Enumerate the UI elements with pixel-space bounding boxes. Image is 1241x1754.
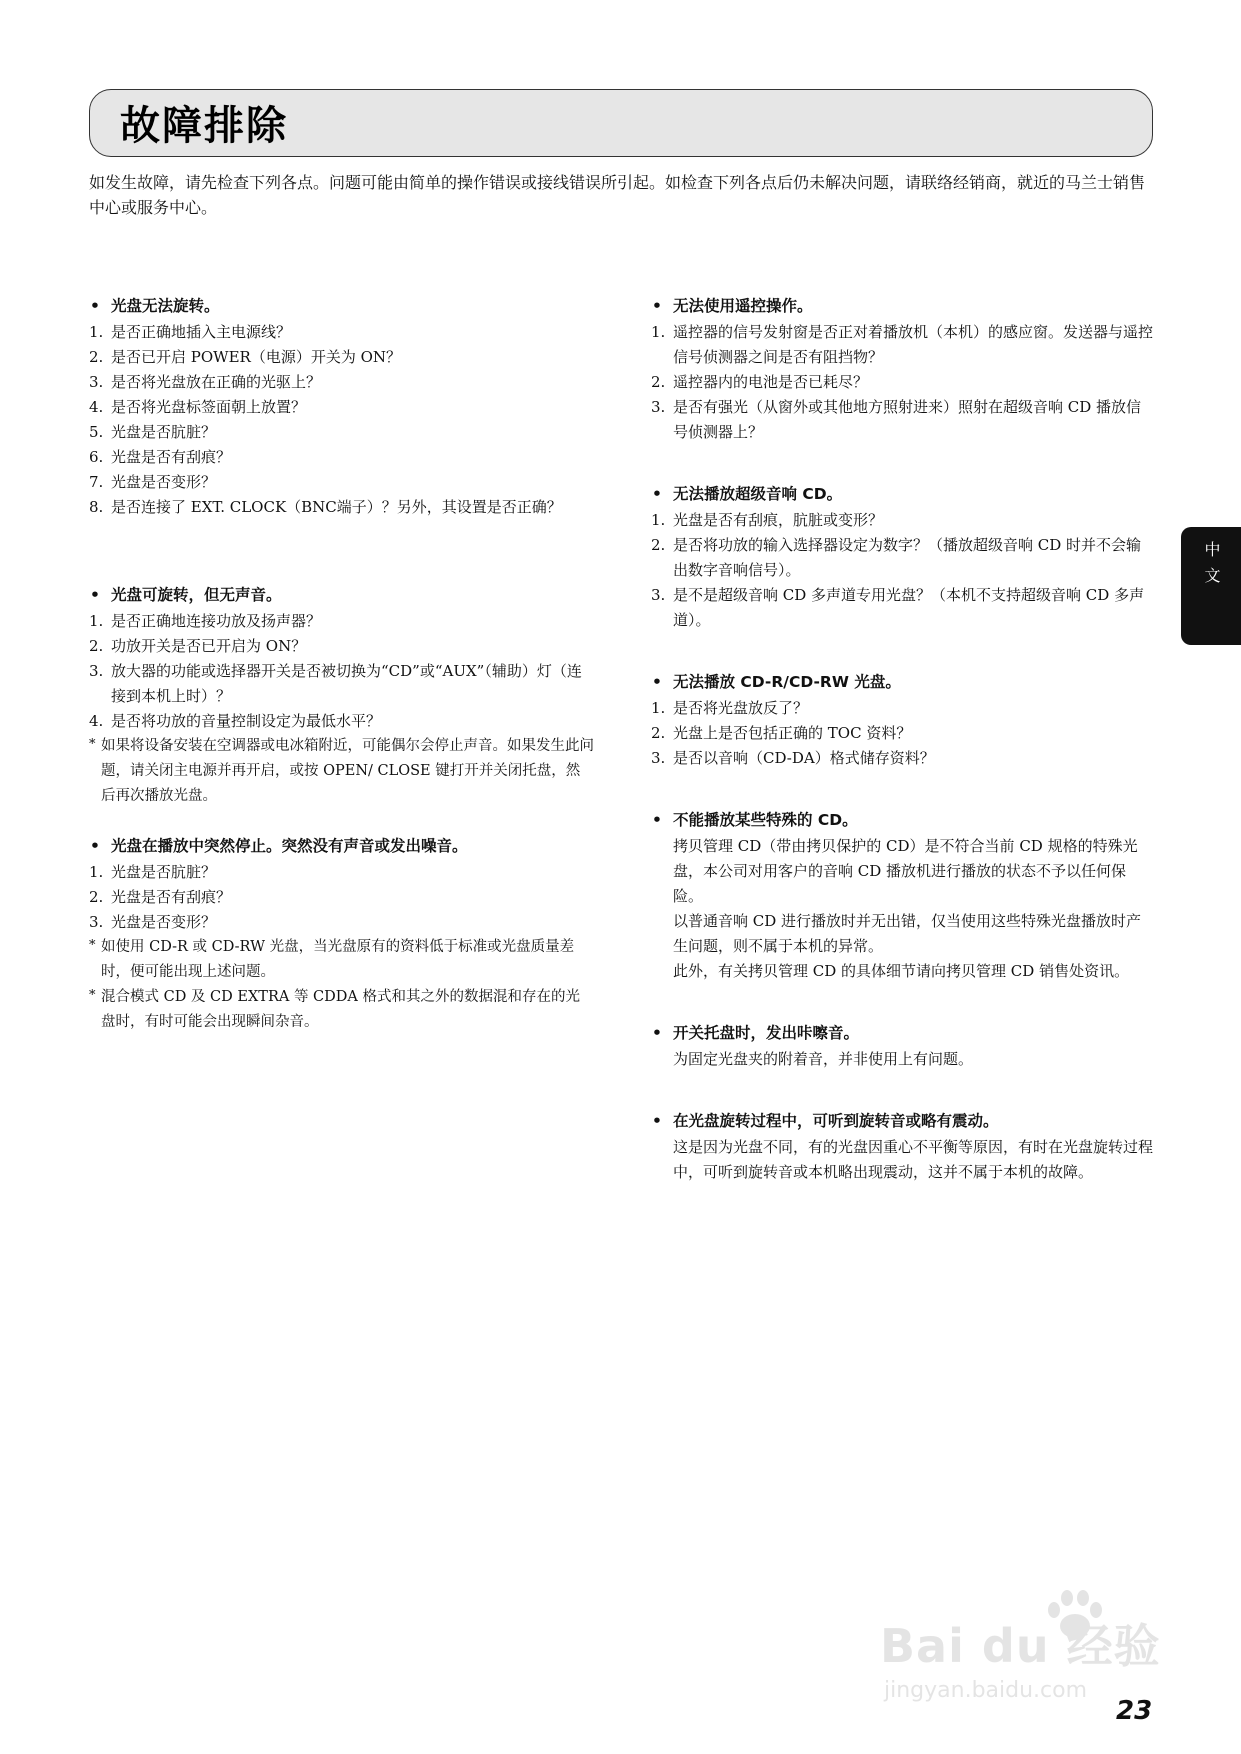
item-text: 光盘上是否包括正确的 TOC 资料？ bbox=[673, 724, 912, 742]
watermark-logo: Bai du 经验 bbox=[880, 1619, 1161, 1673]
section-remote-not-working bbox=[651, 293, 1156, 445]
item-text: 遥控器内的电池是否已耗尽？ bbox=[673, 373, 869, 391]
item-text: 是不是超级音响 CD 多声道专用光盘？（本机不支持超级音响 CD 多声道）。 bbox=[673, 586, 1145, 629]
note bbox=[89, 985, 594, 1035]
list-item bbox=[651, 696, 1156, 721]
left-column bbox=[89, 293, 594, 1059]
item-text: 光盘是否肮脏？ bbox=[111, 423, 217, 441]
item-number: 2. bbox=[89, 888, 104, 906]
title-box bbox=[89, 89, 1153, 157]
item-number: 6. bbox=[89, 448, 104, 466]
note-mark: * bbox=[89, 737, 96, 752]
list-item bbox=[89, 370, 594, 395]
note-text: 如使用 CD-R 或 CD-RW 光盘，当光盘原有的资料低于标准或光盘质量差时，便可能出现上述问题。 bbox=[101, 939, 575, 980]
item-number: 1. bbox=[651, 323, 666, 341]
section-disc-not-spinning bbox=[89, 293, 594, 520]
list-item bbox=[651, 721, 1156, 746]
item-text: 光盘是否有刮痕？ bbox=[111, 448, 232, 466]
note bbox=[89, 935, 594, 985]
section-heading: • 无法播放 CD-R/CD-RW 光盘。 bbox=[651, 669, 1156, 695]
list-item bbox=[89, 395, 594, 420]
item-number: 4. bbox=[89, 398, 104, 416]
item-number: 2. bbox=[651, 724, 666, 742]
item-number: 1. bbox=[89, 863, 104, 881]
note-text: 如果将设备安装在空调器或电冰箱附近，可能偶尔会停止声音。如果发生此问题，请关闭主电源并再开启，或按 OPEN/ CLOSE 键打开并关闭托盘，然后再次播放光盘。 bbox=[101, 738, 594, 804]
list-item bbox=[89, 320, 594, 345]
list-item bbox=[89, 609, 594, 634]
item-text: 是否正确地插入主电源线？ bbox=[111, 323, 292, 341]
item-number: 3. bbox=[651, 398, 666, 416]
list-item bbox=[651, 320, 1156, 370]
language-tab-label: 中文 bbox=[1202, 541, 1221, 593]
paragraph: 拷贝管理 CD（带由拷贝保护的 CD）是不符合当前 CD 规格的特殊光盘，本公司对用客户的音响 CD 播放机进行播放的状态不予以任何保险。 bbox=[673, 837, 1138, 905]
item-number: 2. bbox=[651, 373, 666, 391]
item-text: 是否将功放的音量控制设定为最低水平？ bbox=[111, 712, 382, 730]
section-tray-click bbox=[651, 1020, 1156, 1072]
item-number: 1. bbox=[651, 511, 666, 529]
section-heading: • 开关托盘时，发出咔嚓音。 bbox=[651, 1020, 1156, 1046]
list-item bbox=[89, 885, 594, 910]
page-number: 23 bbox=[1116, 1696, 1153, 1726]
list-item bbox=[89, 495, 594, 520]
right-column bbox=[651, 293, 1156, 1209]
item-text: 功放开关是否已开启为 ON？ bbox=[111, 637, 307, 655]
section-special-cd bbox=[651, 807, 1156, 984]
language-tab bbox=[1181, 527, 1241, 645]
item-text: 放大器的功能或选择器开关是否被切换为“CD”或“AUX”（辅助）灯（连接到本机上时）？ bbox=[111, 662, 582, 705]
section-heading: • 光盘无法旋转。 bbox=[89, 293, 594, 319]
item-number: 2. bbox=[651, 536, 666, 554]
list-item bbox=[89, 470, 594, 495]
page-title: 故障排除 bbox=[120, 103, 288, 149]
section-heading: • 光盘可旋转，但无声音。 bbox=[89, 582, 594, 608]
note-mark: * bbox=[89, 988, 96, 1003]
item-text: 是否以音响（CD-DA）格式储存资料？ bbox=[673, 749, 935, 767]
item-text: 是否将功放的输入选择器设定为数字？（播放超级音响 CD 时并不会输出数字音响信号）。 bbox=[673, 536, 1142, 579]
item-number: 3. bbox=[651, 749, 666, 767]
section-rotation-noise bbox=[651, 1108, 1156, 1185]
item-number: 1. bbox=[89, 323, 104, 341]
item-number: 5. bbox=[89, 423, 104, 441]
section-heading: • 光盘在播放中突然停止。突然没有声音或发出噪音。 bbox=[89, 833, 594, 859]
item-number: 3. bbox=[89, 913, 104, 931]
item-text: 光盘是否有刮痕，肮脏或变形？ bbox=[673, 511, 884, 529]
intro-paragraph: 如发生故障，请先检查下列各点。问题可能由简单的操作错误或接线错误所引起。如检查下列各点后仍未解决问题，请联络经销商，就近的马兰士销售中心或服务中心。 bbox=[89, 173, 1146, 217]
item-number: 4. bbox=[89, 712, 104, 730]
item-number: 8. bbox=[89, 498, 104, 516]
item-text: 是否将光盘放在正确的光驱上？ bbox=[111, 373, 322, 391]
paragraph: 此外，有关拷贝管理 CD 的具体细节请向拷贝管理 CD 销售处资讯。 bbox=[673, 962, 1130, 980]
section-cdr-not-playing bbox=[651, 669, 1156, 771]
list-item bbox=[89, 709, 594, 734]
item-number: 3. bbox=[89, 662, 104, 680]
item-text: 光盘是否变形？ bbox=[111, 473, 217, 491]
item-text: 是否将光盘标签面朝上放置？ bbox=[111, 398, 307, 416]
item-number: 3. bbox=[651, 586, 666, 604]
section-heading: • 无法使用遥控操作。 bbox=[651, 293, 1156, 319]
item-text: 是否正确地连接功放及扬声器？ bbox=[111, 612, 322, 630]
list-item bbox=[89, 445, 594, 470]
item-text: 光盘是否肮脏？ bbox=[111, 863, 217, 881]
paragraph: 为固定光盘夹的附着音，并非使用上有问题。 bbox=[673, 1050, 974, 1068]
note-text: 混合模式 CD 及 CD EXTRA 等 CDDA 格式和其之外的数据混和存在的光盘时，有时可能会出现瞬间杂音。 bbox=[101, 989, 580, 1030]
item-text: 遥控器的信号发射窗是否正对着播放机（本机）的感应窗。发送器与遥控信号侦测器之间是否有阻挡物？ bbox=[673, 323, 1154, 366]
item-text: 是否连接了 EXT. CLOCK（BNC端子）？另外，其设置是否正确？ bbox=[111, 498, 562, 516]
list-item bbox=[651, 508, 1156, 533]
note bbox=[89, 734, 594, 809]
list-item bbox=[651, 746, 1156, 771]
list-item bbox=[89, 345, 594, 370]
list-item bbox=[89, 910, 594, 935]
list-item bbox=[89, 659, 594, 709]
section-heading: • 不能播放某些特殊的 CD。 bbox=[651, 807, 1156, 833]
section-sacd-not-playing bbox=[651, 481, 1156, 633]
section-heading: • 无法播放超级音响 CD。 bbox=[651, 481, 1156, 507]
item-number: 2. bbox=[89, 637, 104, 655]
list-item bbox=[89, 420, 594, 445]
section-heading: • 在光盘旋转过程中，可听到旋转音或略有震动。 bbox=[651, 1108, 1156, 1134]
paragraph: 这是因为光盘不同，有的光盘因重心不平衡等原因，有时在光盘旋转过程中，可听到旋转音或本机略出现震动，这并不属于本机的故障。 bbox=[673, 1138, 1154, 1181]
item-number: 1. bbox=[651, 699, 666, 717]
list-item bbox=[89, 860, 594, 885]
item-number: 2. bbox=[89, 348, 104, 366]
list-item bbox=[651, 583, 1156, 633]
list-item bbox=[651, 395, 1156, 445]
item-text: 光盘是否变形？ bbox=[111, 913, 217, 931]
note-mark: * bbox=[89, 938, 96, 953]
list-item bbox=[651, 370, 1156, 395]
item-text: 光盘是否有刮痕？ bbox=[111, 888, 232, 906]
paragraph: 以普通音响 CD 进行播放时并无出错，仅当使用这些特殊光盘播放时产生问题，则不属于本机的异常。 bbox=[673, 912, 1142, 955]
list-item bbox=[89, 634, 594, 659]
item-number: 7. bbox=[89, 473, 104, 491]
item-text: 是否已开启 POWER（电源）开关为 ON？ bbox=[111, 348, 402, 366]
item-number: 1. bbox=[89, 612, 104, 630]
item-text: 是否将光盘放反了？ bbox=[673, 699, 809, 717]
watermark-url: jingyan.baidu.com bbox=[884, 1678, 1088, 1703]
section-playback-stops bbox=[89, 833, 594, 1035]
item-text: 是否有强光（从窗外或其他地方照射进来）照射在超级音响 CD 播放信号侦测器上？ bbox=[673, 398, 1142, 441]
item-number: 3. bbox=[89, 373, 104, 391]
section-no-sound bbox=[89, 582, 594, 809]
list-item bbox=[651, 533, 1156, 583]
